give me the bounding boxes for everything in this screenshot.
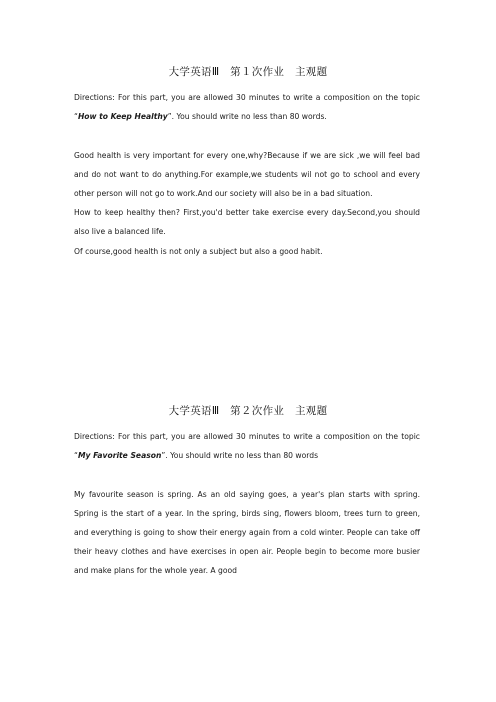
assignment-2-directions: [74, 427, 420, 465]
assignment-1-heading: 大学英语Ⅲ 第１次作业 主观题: [168, 66, 328, 78]
essay-1-paragraph-1: Good health is very important for every one,why?Because if we are sick ,we will feel bad and do not want to do anything.For example,we students wil not go to school and every other person will not go to work.And our society will also be in a bad situation.: [74, 150, 420, 198]
essay-1-paragraph-2: How to keep healthy then? First,you'd better take exercise every day.Second,you should also live a balanced life.: [74, 208, 420, 237]
assignment-1-topic: How to Keep Healthy: [77, 112, 168, 122]
spacer: [74, 465, 420, 484]
assignment-1-body: [74, 88, 420, 261]
essay-1-paragraph-3: Of course,good health is not only a subject but also a good habit.: [74, 246, 323, 256]
assignment-2-heading: 大学英语Ⅲ 第２次作业 主观题: [168, 405, 328, 417]
directions-text-end: ”. You should write no less than 80 words: [161, 451, 319, 461]
assignment-2-topic: My Favorite Season: [77, 451, 162, 461]
assignment-1-directions: [74, 88, 420, 126]
directions-text: Directions: For this part, you are allowed 30 minutes to write a composition on the topic “: [74, 432, 420, 461]
directions-text-end: ”. You should write no less than 80 words.: [167, 112, 327, 122]
essay-2-paragraph-1: My favourite season is spring. As an old saying goes, a year's plan starts with spring. Spring is the start of a year. In the spring, birds sing, flowers bloom, trees turn to green, and everything is going to show their energy again from a cold winter. People can take off their heavy clothes and have exercises in open air. People begin to become more busier and make plans for the whole year. A good: [74, 489, 420, 576]
assignment-2-body: [74, 427, 420, 581]
spacer: [74, 126, 420, 145]
directions-text: Directions: For this part, you are allowed 30 minutes to write a composition on the topic “: [74, 93, 420, 122]
